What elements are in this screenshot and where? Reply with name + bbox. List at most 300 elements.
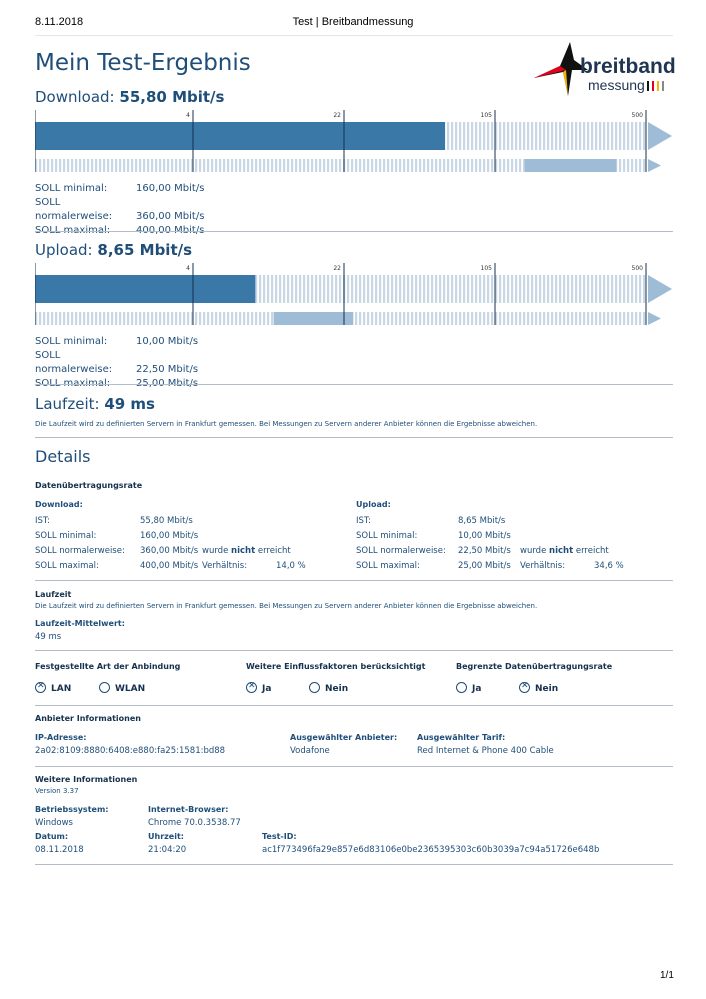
bar-stripe bbox=[479, 159, 481, 172]
bar-stripe bbox=[499, 312, 501, 325]
bar-arrow bbox=[648, 275, 672, 303]
tick-label: 500 bbox=[631, 265, 643, 272]
bar-stripe bbox=[603, 122, 605, 150]
bar-stripe bbox=[319, 159, 321, 172]
bar-stripe bbox=[571, 122, 573, 150]
bar-stripe bbox=[159, 159, 161, 172]
radio-begrenzt-ja[interactable] bbox=[456, 682, 467, 693]
divider bbox=[35, 864, 673, 865]
bar-stripe bbox=[627, 122, 629, 150]
bar-stripe bbox=[547, 122, 549, 150]
logo-line1: breitband bbox=[580, 55, 676, 78]
bar-stripe bbox=[579, 312, 581, 325]
bar-stripe bbox=[539, 275, 541, 303]
bar-stripe bbox=[175, 159, 177, 172]
bar-stripe bbox=[279, 275, 281, 303]
bar-stripe bbox=[263, 275, 265, 303]
bar-stripe bbox=[395, 312, 397, 325]
laufzeit-heading bbox=[35, 395, 155, 413]
bar-stripe bbox=[443, 159, 445, 172]
bar-stripe bbox=[195, 312, 197, 325]
bar-stripe bbox=[303, 159, 305, 172]
version: Version 3.37 bbox=[35, 787, 79, 795]
bar-stripe bbox=[323, 275, 325, 303]
bar-stripe bbox=[451, 159, 453, 172]
details-laufzeit-note: Die Laufzeit wird zu definierten Servern in Frankfurt gemessen. Bei Messungen zu Servern anderer Anbieter können die Ergebnisse abweichen. bbox=[35, 602, 538, 610]
bar-stripe bbox=[451, 275, 453, 303]
bar-stripe bbox=[431, 159, 433, 172]
bar-stripe bbox=[355, 275, 357, 303]
bar-stripe bbox=[135, 159, 137, 172]
bar-stripe bbox=[519, 275, 521, 303]
ip-value: 2a02:8109:8880:6408:e880:fa25:1581:bd88 bbox=[35, 746, 226, 756]
table-row: SOLL maximal: 400,00 Mbit/s Verhältnis: 14,0 % bbox=[35, 561, 306, 571]
bar-stripe bbox=[643, 159, 645, 172]
bar-stripe bbox=[71, 159, 73, 172]
bar-stripe bbox=[279, 159, 281, 172]
bar-stripe bbox=[59, 312, 61, 325]
bar-stripe bbox=[555, 275, 557, 303]
bar-stripe bbox=[455, 159, 457, 172]
tick-label: 500 bbox=[631, 112, 643, 119]
bar-stripe bbox=[391, 275, 393, 303]
bar-stripe bbox=[219, 159, 221, 172]
bar-stripe bbox=[355, 312, 357, 325]
bar-stripe bbox=[507, 159, 509, 172]
bar-stripe bbox=[319, 275, 321, 303]
os-value: Windows bbox=[35, 818, 73, 828]
bar-stripe bbox=[639, 275, 641, 303]
bar-stripe bbox=[623, 312, 625, 325]
bar-stripe bbox=[291, 275, 293, 303]
bar-stripe bbox=[47, 159, 49, 172]
bar-stripe bbox=[519, 122, 521, 150]
bar-stripe bbox=[95, 312, 97, 325]
bar-stripe bbox=[519, 312, 521, 325]
bar-stripe bbox=[419, 275, 421, 303]
bar-stripe bbox=[231, 312, 233, 325]
bar-stripe bbox=[507, 312, 509, 325]
uhrzeit-label: Uhrzeit: bbox=[148, 832, 184, 841]
bar-stripe bbox=[459, 122, 461, 150]
bar-stripe bbox=[431, 275, 433, 303]
bar-stripe bbox=[315, 275, 317, 303]
bar-stripe bbox=[375, 312, 377, 325]
details-upload-table bbox=[356, 514, 624, 574]
browser-label: Internet-Browser: bbox=[148, 805, 229, 814]
bar-stripe bbox=[631, 275, 633, 303]
bar-stripe bbox=[371, 312, 373, 325]
bar-stripe bbox=[111, 159, 113, 172]
bar-stripe bbox=[95, 159, 97, 172]
bar-stripe bbox=[407, 159, 409, 172]
bar-stripe bbox=[603, 275, 605, 303]
bar-stripe bbox=[215, 312, 217, 325]
table-row: SOLL minimal: 160,00 Mbit/s bbox=[35, 531, 199, 541]
bar-stripe bbox=[467, 312, 469, 325]
bar-stripe bbox=[475, 122, 477, 150]
anbindung-title: Festgestellte Art der Anbindung bbox=[35, 662, 181, 671]
bar-stripe bbox=[491, 122, 493, 150]
upload-soll-list bbox=[35, 335, 198, 391]
bar-stripe bbox=[395, 275, 397, 303]
bar-stripe bbox=[415, 275, 417, 303]
bar-stripe bbox=[583, 312, 585, 325]
bar-stripe bbox=[503, 312, 505, 325]
bar-stripe bbox=[519, 159, 521, 172]
begrenzt-title: Begrenzte Datenübertragungsrate bbox=[456, 662, 613, 671]
bar-stripe bbox=[459, 159, 461, 172]
bar-stripe bbox=[507, 275, 509, 303]
bar-stripe bbox=[439, 312, 441, 325]
laufzeit-label: Laufzeit: bbox=[35, 395, 100, 413]
bar-stripe bbox=[399, 159, 401, 172]
table-row: SOLL maximal: 25,00 Mbit/s Verhältnis: 34,6 % bbox=[356, 561, 624, 571]
bar-stripe bbox=[587, 122, 589, 150]
bar-stripe bbox=[615, 275, 617, 303]
weitere-title: Weitere Informationen bbox=[35, 775, 138, 784]
page-number: 1/1 bbox=[660, 970, 674, 981]
bar-stripe bbox=[119, 312, 121, 325]
bar-stripe bbox=[551, 275, 553, 303]
download-soll-min: SOLL minimal: 160,00 Mbit/s bbox=[35, 183, 205, 194]
bar-stripe bbox=[635, 159, 637, 172]
bar-stripe bbox=[499, 122, 501, 150]
bar-stripe bbox=[355, 159, 357, 172]
bar-stripe bbox=[91, 312, 93, 325]
bar-stripe bbox=[451, 122, 453, 150]
bar-stripe bbox=[147, 159, 149, 172]
bar-stripe bbox=[463, 122, 465, 150]
bar-stripe bbox=[183, 159, 185, 172]
divider bbox=[35, 766, 673, 767]
bar-stripe bbox=[351, 159, 353, 172]
bar-stripe bbox=[103, 159, 105, 172]
bar-stripe bbox=[151, 312, 153, 325]
bar-stripe bbox=[243, 159, 245, 172]
bar-stripe bbox=[627, 275, 629, 303]
bar-stripe bbox=[411, 275, 413, 303]
table-row: IST: 8,65 Mbit/s bbox=[356, 516, 506, 526]
bar-arrow bbox=[648, 122, 672, 150]
bar-stripe bbox=[479, 312, 481, 325]
bar-stripe bbox=[575, 312, 577, 325]
bar-stripe bbox=[631, 312, 633, 325]
upload-ratio: 34,6 % bbox=[594, 561, 624, 571]
bar-stripe bbox=[391, 312, 393, 325]
download-soll-list bbox=[35, 182, 204, 238]
bar-stripe bbox=[635, 312, 637, 325]
bar-stripe bbox=[119, 159, 121, 172]
bar-stripe bbox=[339, 159, 341, 172]
bar-stripe bbox=[235, 159, 237, 172]
upload-heading bbox=[35, 241, 192, 259]
bar-stripe bbox=[639, 159, 641, 172]
bar-stripe bbox=[499, 275, 501, 303]
page-title: Mein Test-Ergebnis bbox=[35, 50, 251, 76]
bar-stripe bbox=[283, 159, 285, 172]
bar-stripe bbox=[579, 122, 581, 150]
bar-stripe bbox=[523, 122, 525, 150]
details-upload-title: Upload: bbox=[356, 500, 391, 509]
bar-stripe bbox=[403, 159, 405, 172]
bar-stripe bbox=[275, 275, 277, 303]
radio-begrenzt-nein[interactable] bbox=[519, 682, 530, 693]
divider bbox=[35, 650, 673, 651]
bar-stripe bbox=[115, 312, 117, 325]
bar-stripe bbox=[515, 275, 517, 303]
bar-stripe bbox=[59, 159, 61, 172]
bar-stripe bbox=[643, 275, 645, 303]
bar-stripe bbox=[287, 159, 289, 172]
bar-stripe bbox=[503, 122, 505, 150]
bar-stripe bbox=[251, 312, 253, 325]
bar-stripe bbox=[523, 275, 525, 303]
bar-stripe bbox=[163, 159, 165, 172]
bar-stripe bbox=[131, 312, 133, 325]
bar-stripe bbox=[643, 122, 645, 150]
radio-lan[interactable] bbox=[35, 682, 46, 693]
bar-stripe bbox=[419, 312, 421, 325]
bar-stripe bbox=[407, 275, 409, 303]
bar-stripe bbox=[427, 312, 429, 325]
bar-stripe bbox=[567, 122, 569, 150]
bar-stripe bbox=[143, 312, 145, 325]
bar-stripe bbox=[55, 312, 57, 325]
bar-stripe bbox=[231, 159, 233, 172]
ip-label: IP-Adresse: bbox=[35, 733, 87, 742]
bar-stripe bbox=[623, 159, 625, 172]
bar-stripe bbox=[591, 275, 593, 303]
bar-stripe bbox=[439, 159, 441, 172]
bar-stripe bbox=[555, 312, 557, 325]
bar-stripe bbox=[291, 159, 293, 172]
bar-stripe bbox=[275, 159, 277, 172]
bar-stripe bbox=[511, 312, 513, 325]
upload-label: Upload: bbox=[35, 241, 93, 259]
print-rule bbox=[35, 35, 673, 36]
bar-stripe bbox=[383, 159, 385, 172]
bar-stripe bbox=[451, 312, 453, 325]
uhrzeit-value: 21:04:20 bbox=[148, 845, 187, 855]
bar-stripe bbox=[99, 312, 101, 325]
bar-stripe bbox=[307, 159, 309, 172]
bar-stripe bbox=[511, 159, 513, 172]
bar-stripe bbox=[383, 312, 385, 325]
bar-stripe bbox=[443, 312, 445, 325]
bar-stripe bbox=[267, 159, 269, 172]
details-download-title: Download: bbox=[35, 500, 83, 509]
tick-label: 22 bbox=[333, 112, 341, 119]
bar-stripe bbox=[459, 275, 461, 303]
bar-stripe bbox=[187, 159, 189, 172]
bar-stripe bbox=[447, 159, 449, 172]
testid-label: Test-ID: bbox=[262, 832, 297, 841]
bar-stripe bbox=[283, 275, 285, 303]
bar-stripe bbox=[403, 275, 405, 303]
bar-stripe bbox=[143, 159, 145, 172]
tarif-label: Ausgewählter Tarif: bbox=[417, 733, 506, 742]
bar-stripe bbox=[491, 275, 493, 303]
bar-stripe bbox=[527, 275, 529, 303]
bar-stripe bbox=[475, 159, 477, 172]
bar-stripe bbox=[431, 312, 433, 325]
bar-stripe bbox=[227, 159, 229, 172]
bar-stripe bbox=[207, 159, 209, 172]
bar-stripe bbox=[643, 312, 645, 325]
bar-stripe bbox=[211, 159, 213, 172]
datum-value: 08.11.2018 bbox=[35, 845, 84, 855]
bar-stripe bbox=[295, 159, 297, 172]
radio-einfluss-nein[interactable] bbox=[309, 682, 320, 693]
download-speed-bar bbox=[35, 110, 675, 174]
bar-stripe bbox=[367, 312, 369, 325]
bar-stripe bbox=[427, 159, 429, 172]
bar-stripe bbox=[531, 275, 533, 303]
bar-stripe bbox=[639, 122, 641, 150]
print-title: Test | Breitbandmessung bbox=[292, 16, 414, 28]
bar-stripe bbox=[631, 159, 633, 172]
tick-label: 4 bbox=[186, 265, 190, 272]
tick-label: 22 bbox=[333, 265, 341, 272]
bar-stripe bbox=[195, 159, 197, 172]
rate-title: Datenübertragungsrate bbox=[35, 481, 143, 490]
bar-stripe bbox=[635, 275, 637, 303]
bar-fill-main bbox=[35, 122, 445, 150]
bar-stripe bbox=[127, 312, 129, 325]
bar-stripe bbox=[575, 275, 577, 303]
browser-value: Chrome 70.0.3538.77 bbox=[148, 818, 241, 828]
bar-stripe bbox=[455, 122, 457, 150]
bar-stripe bbox=[367, 275, 369, 303]
mittelwert-value: 49 ms bbox=[35, 632, 62, 642]
bar-stripe bbox=[223, 159, 225, 172]
bar-stripe bbox=[531, 122, 533, 150]
tick-label: 4 bbox=[186, 112, 190, 119]
bar-stripe bbox=[407, 312, 409, 325]
bar-stripe bbox=[287, 275, 289, 303]
bar-stripe bbox=[255, 312, 257, 325]
bar-stripe bbox=[575, 122, 577, 150]
bar-stripe bbox=[339, 275, 341, 303]
bar-stripe bbox=[267, 312, 269, 325]
bar-stripe bbox=[331, 159, 333, 172]
bar-stripe bbox=[171, 159, 173, 172]
bar-stripe bbox=[131, 159, 133, 172]
bar-stripe bbox=[255, 159, 257, 172]
bar-stripe bbox=[263, 159, 265, 172]
upload-speed-bar bbox=[35, 263, 675, 327]
bar-stripe bbox=[543, 122, 545, 150]
bar-stripe bbox=[367, 159, 369, 172]
bar-stripe bbox=[535, 122, 537, 150]
mittelwert-label: Laufzeit-Mittelwert: bbox=[35, 619, 125, 628]
table-row: SOLL normalerweise: 360,00 Mbit/s wurde nicht erreicht bbox=[35, 546, 291, 556]
bar-stripe bbox=[127, 159, 129, 172]
bar-stripe bbox=[475, 275, 477, 303]
bar-stripe bbox=[559, 275, 561, 303]
bar-stripe bbox=[87, 159, 89, 172]
bar-stripe bbox=[395, 159, 397, 172]
divider bbox=[35, 437, 673, 438]
bar-stripe bbox=[551, 122, 553, 150]
bar-stripe bbox=[387, 312, 389, 325]
bar-stripe bbox=[591, 122, 593, 150]
bar-stripe bbox=[535, 275, 537, 303]
bar-stripe bbox=[631, 122, 633, 150]
bar-stripe bbox=[323, 159, 325, 172]
bar-stripe bbox=[595, 275, 597, 303]
bar-stripe bbox=[163, 312, 165, 325]
anbieter-title: Anbieter Informationen bbox=[35, 714, 141, 723]
bar-stripe bbox=[259, 159, 261, 172]
bar-stripe bbox=[567, 312, 569, 325]
bar-stripe bbox=[467, 122, 469, 150]
bar-stripe bbox=[207, 312, 209, 325]
tick-label: 105 bbox=[480, 265, 492, 272]
bar-stripe bbox=[595, 122, 597, 150]
divider bbox=[35, 384, 673, 385]
bar-stripe bbox=[387, 275, 389, 303]
download-label: Download: bbox=[35, 88, 115, 106]
bar-stripe bbox=[467, 275, 469, 303]
bar-stripe bbox=[263, 312, 265, 325]
bar-stripe bbox=[335, 275, 337, 303]
bar-stripe bbox=[67, 159, 69, 172]
bar-stripe bbox=[503, 159, 505, 172]
bar-stripe bbox=[611, 312, 613, 325]
bar-stripe bbox=[187, 312, 189, 325]
bar-stripe bbox=[479, 275, 481, 303]
bar-stripe bbox=[159, 312, 161, 325]
bar-stripe bbox=[627, 159, 629, 172]
bar-stripe bbox=[387, 159, 389, 172]
bar-stripe bbox=[487, 275, 489, 303]
bar-stripe bbox=[611, 275, 613, 303]
bar-arrow-small bbox=[648, 312, 661, 325]
bar-stripe bbox=[639, 312, 641, 325]
bar-stripe bbox=[591, 312, 593, 325]
bar-stripe bbox=[455, 275, 457, 303]
bar-stripe bbox=[83, 312, 85, 325]
download-heading bbox=[35, 88, 224, 106]
bar-stripe bbox=[379, 159, 381, 172]
bar-stripe bbox=[363, 159, 365, 172]
bar-stripe bbox=[307, 275, 309, 303]
bar-stripe bbox=[447, 275, 449, 303]
radio-einfluss-ja[interactable] bbox=[246, 682, 257, 693]
bar-stripe bbox=[599, 312, 601, 325]
bar-stripe bbox=[223, 312, 225, 325]
bar-stripe bbox=[123, 159, 125, 172]
bar-stripe bbox=[603, 312, 605, 325]
details-title: Details bbox=[35, 447, 91, 466]
bar-stripe bbox=[363, 275, 365, 303]
radio-wlan[interactable] bbox=[99, 682, 110, 693]
bar-stripe bbox=[483, 159, 485, 172]
bar-stripe bbox=[515, 159, 517, 172]
bar-stripe bbox=[267, 275, 269, 303]
bar-stripe bbox=[527, 122, 529, 150]
bar-stripe bbox=[563, 275, 565, 303]
bar-stripe bbox=[359, 159, 361, 172]
bar-stripe bbox=[51, 159, 53, 172]
bar-stripe bbox=[467, 159, 469, 172]
bar-stripe bbox=[43, 312, 45, 325]
einfluss-title: Weitere Einflussfaktoren berücksichtigt bbox=[246, 662, 426, 671]
bar-stripe bbox=[539, 312, 541, 325]
download-ratio: 14,0 % bbox=[276, 561, 306, 571]
